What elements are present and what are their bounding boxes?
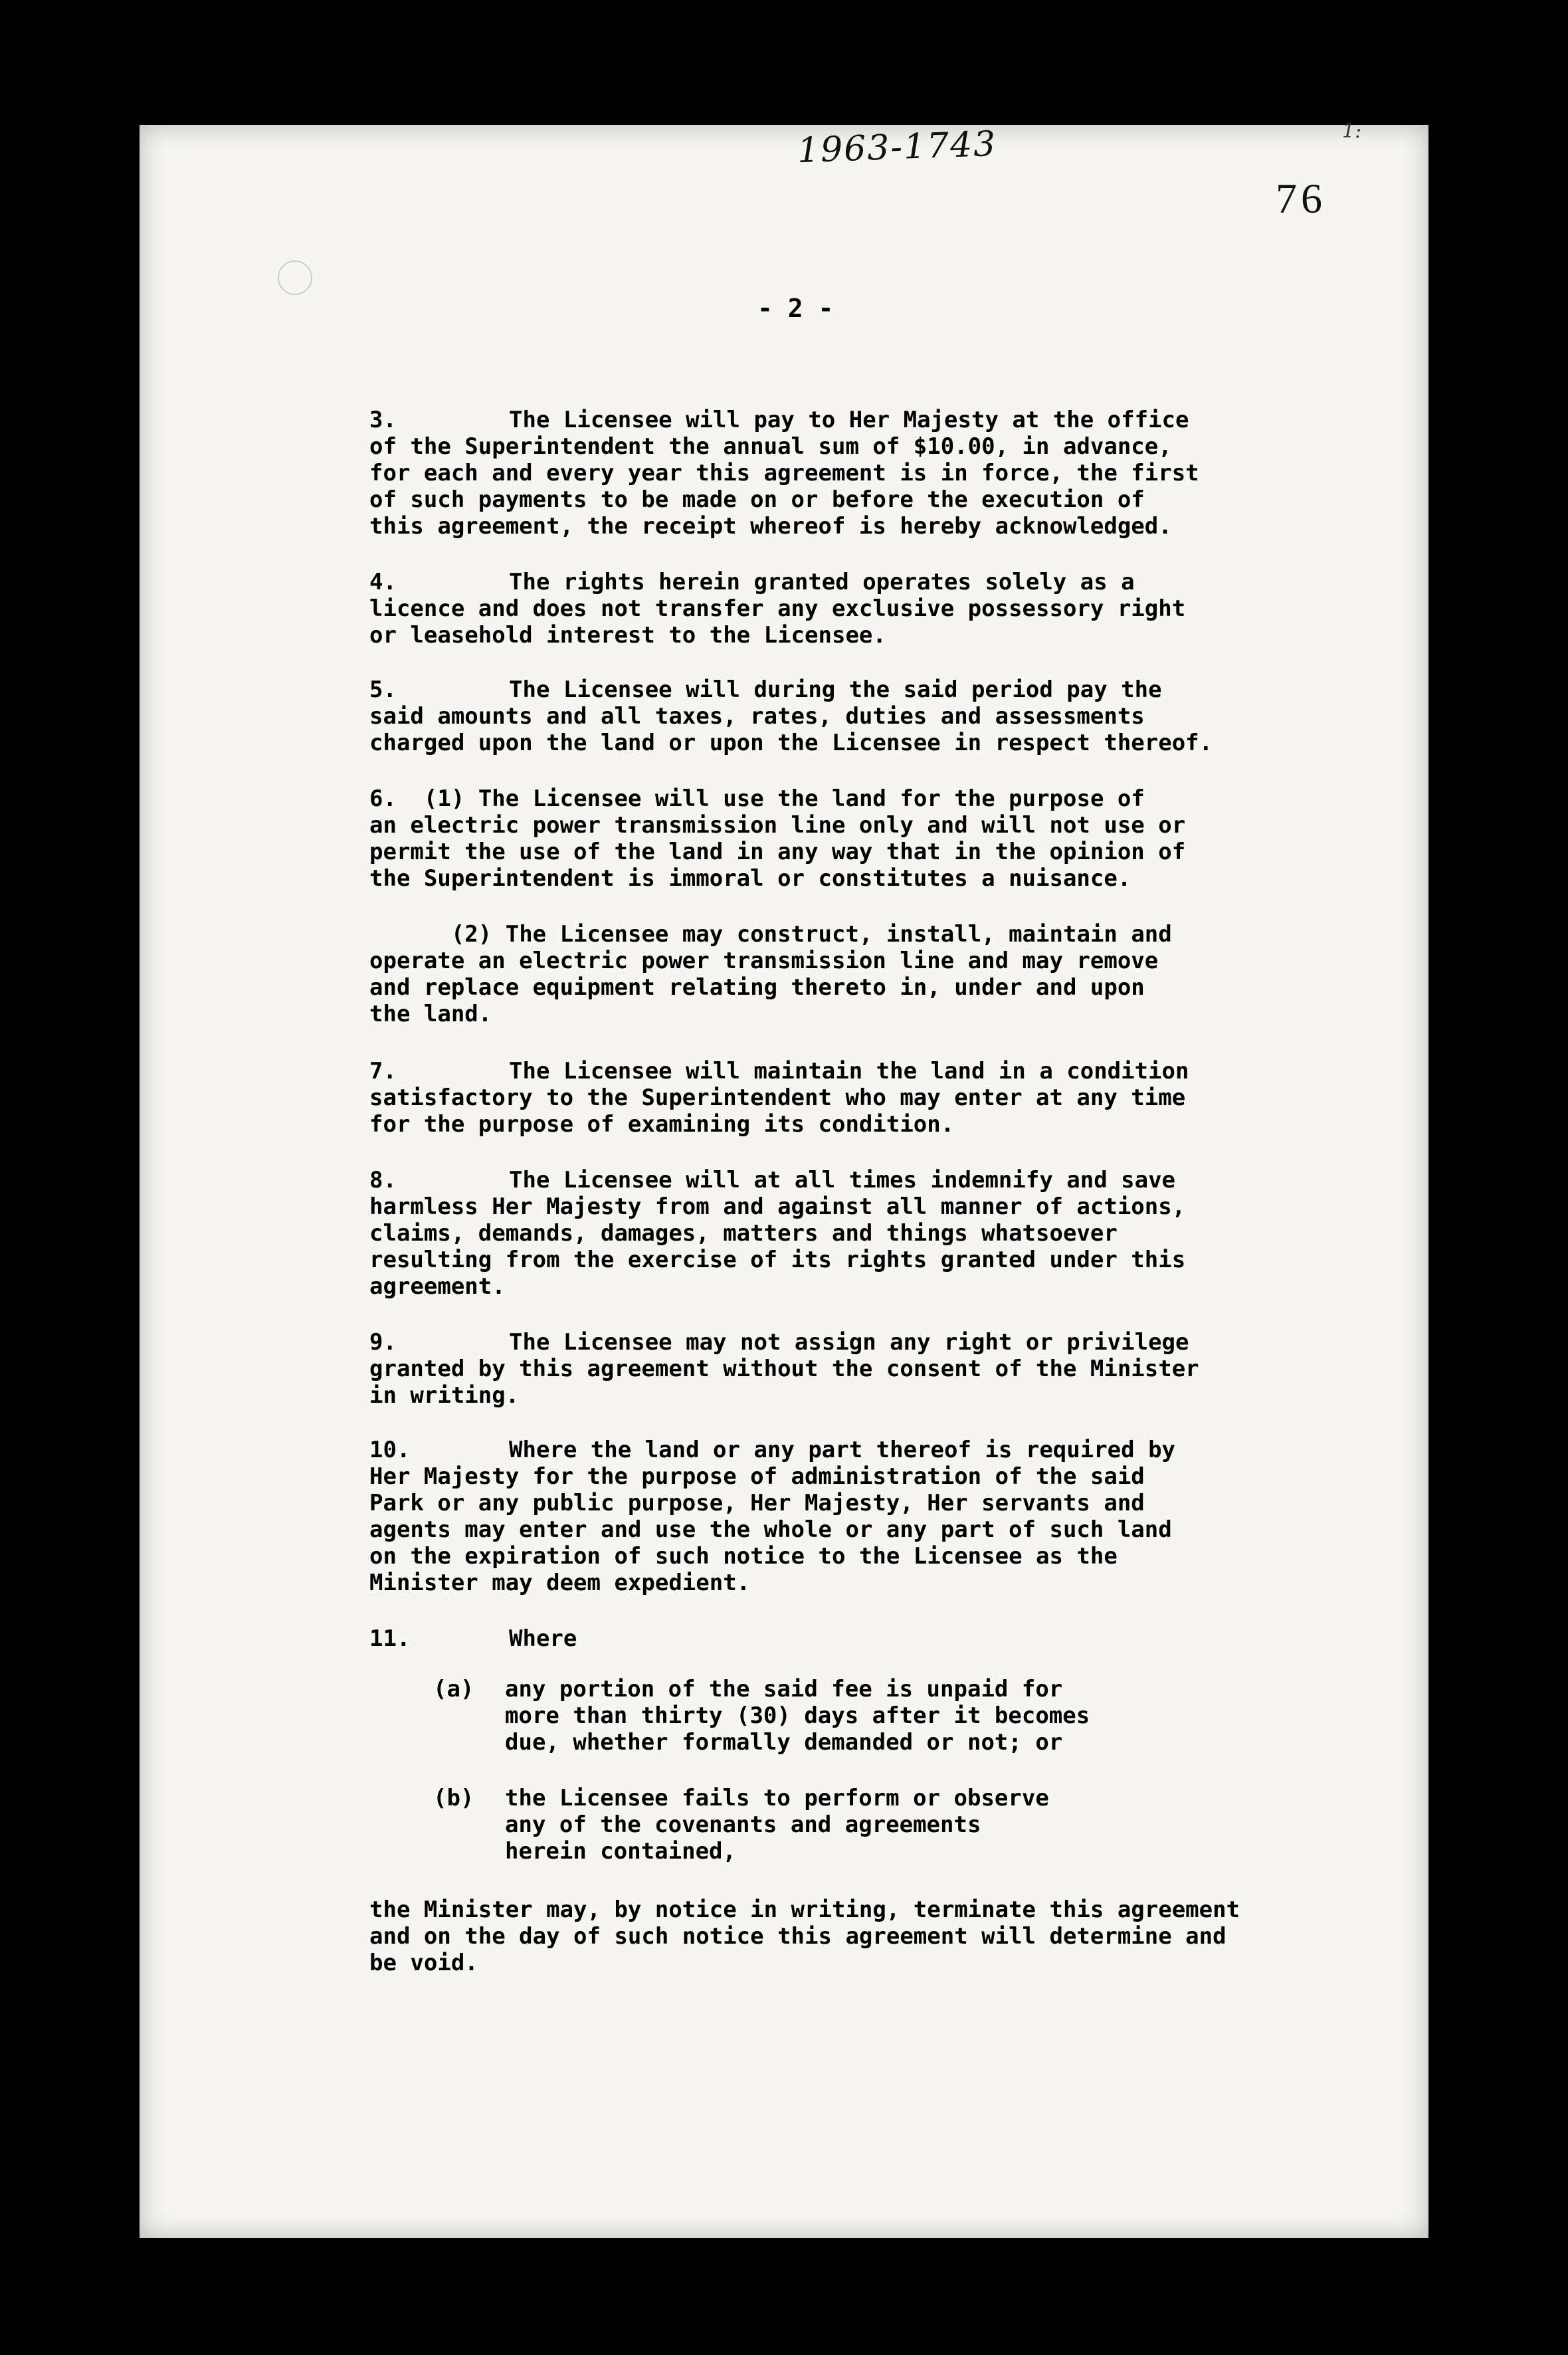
- clause-line: Where: [509, 1625, 577, 1652]
- clause-line: on the expiration of such notice to the Licensee as the: [369, 1543, 1118, 1570]
- clause-line: agents may enter and use the whole or any part of such land: [369, 1516, 1172, 1543]
- clause-9: [369, 1329, 1293, 1409]
- clause-line: any portion of the said fee is unpaid for: [505, 1676, 1063, 1702]
- clause-line: the Licensee fails to perform or observe: [505, 1785, 1049, 1811]
- clause-line: of the Superintendent the annual sum of $10.00, in advance,: [369, 433, 1172, 460]
- clause-line: due, whether formally demanded or not; or: [505, 1729, 1063, 1756]
- clause-line: The Licensee will at all times indemnify and save: [509, 1167, 1176, 1193]
- clause-line: operate an electric power transmission line and may remove: [369, 948, 1159, 974]
- clause-line: and replace equipment relating thereto in, under and upon: [369, 974, 1145, 1001]
- clause-line: charged upon the land or upon the Licensee in respect thereof.: [369, 730, 1213, 756]
- clause-line: permit the use of the land in any way that in the opinion of: [369, 839, 1186, 865]
- subclause-number: (2): [450, 921, 492, 948]
- clause-line: The rights herein granted operates solely as a: [509, 569, 1135, 595]
- clause-line: this agreement, the receipt whereof is hereby acknowledged.: [369, 513, 1172, 540]
- clause-line: an electric power transmission line only and will not use or: [369, 812, 1186, 839]
- corner-mark: 1:: [1342, 120, 1362, 143]
- clause-number: 9.: [369, 1329, 397, 1356]
- clause-line: of such payments to be made on or before the execution of: [369, 486, 1145, 513]
- clause-5: [369, 676, 1293, 756]
- page-number: - 2 -: [757, 294, 834, 323]
- clause-7: [369, 1058, 1293, 1138]
- clause-number: 8.: [369, 1167, 397, 1193]
- clause-line: The Licensee will pay to Her Majesty at the office: [509, 407, 1189, 433]
- clause-8: [369, 1167, 1293, 1300]
- clause-11: [369, 1625, 1293, 1652]
- clause-line: granted by this agreement without the consent of the Minister: [369, 1356, 1199, 1382]
- clause-line: harmless Her Majesty from and against all manner of actions,: [369, 1193, 1186, 1220]
- clause-number: 4.: [369, 569, 397, 595]
- subclause-number: (1): [423, 785, 465, 812]
- clause-line: Her Majesty for the purpose of administration of the said: [369, 1463, 1145, 1490]
- clause-line: in writing.: [369, 1382, 520, 1409]
- clause-line: satisfactory to the Superintendent who may enter at any time: [369, 1084, 1186, 1111]
- clause-line: be void.: [369, 1950, 478, 1976]
- clause-line: Where the land or any part thereof is required by: [509, 1437, 1176, 1463]
- clause-4: [369, 569, 1293, 649]
- clause-number: 6.: [369, 785, 397, 812]
- clause-line: Park or any public purpose, Her Majesty, Her servants and: [369, 1490, 1145, 1516]
- clause-line: licence and does not transfer any exclusive possessory right: [369, 595, 1186, 622]
- clause-number: 3.: [369, 407, 397, 433]
- stamped-folio-number: 76: [1276, 175, 1326, 222]
- clause-number: 7.: [369, 1058, 397, 1084]
- subclause-label-a: (a): [433, 1676, 474, 1702]
- clause-line: resulting from the exercise of its rights granted under this: [369, 1247, 1186, 1273]
- clause-line: or leasehold interest to the Licensee.: [369, 622, 886, 649]
- clause-line: the Superintendent is immoral or constitutes a nuisance.: [369, 865, 1131, 892]
- clause-6-2: [369, 921, 1293, 1027]
- hole-punch-mark: [278, 260, 312, 295]
- subclause-a: [505, 1676, 1236, 1756]
- clause-number: 11.: [369, 1625, 411, 1652]
- subclause-b: [505, 1785, 1236, 1865]
- clause-line: the land.: [369, 1001, 492, 1027]
- clause-line: more than thirty (30) days after it becomes: [505, 1702, 1090, 1729]
- clause-line: claims, demands, damages, matters and things whatsoever: [369, 1220, 1118, 1247]
- clause-line: The Licensee will during the said period pay the: [509, 676, 1162, 703]
- clause-line: The Licensee will use the land for the purpose of: [478, 785, 1145, 812]
- clause-line: the Minister may, by notice in writing, terminate this agreement: [369, 1896, 1240, 1923]
- clause-line: The Licensee may construct, install, maintain and: [505, 921, 1172, 948]
- clause-line: said amounts and all taxes, rates, duties and assessments: [369, 703, 1145, 730]
- clause-line: any of the covenants and agreements: [505, 1811, 981, 1838]
- clause-line: The Licensee will maintain the land in a condition: [509, 1058, 1189, 1084]
- clause-line: herein contained,: [505, 1838, 736, 1865]
- clause-6-1: [369, 785, 1293, 892]
- clause-number: 10.: [369, 1437, 411, 1463]
- clause-3: [369, 407, 1293, 540]
- handwritten-reference: 1963-1743: [797, 124, 998, 171]
- clause-line: The Licensee may not assign any right or privilege: [509, 1329, 1189, 1356]
- clause-10: [369, 1437, 1293, 1596]
- clause-line: Minister may deem expedient.: [369, 1570, 751, 1596]
- clause-line: for the purpose of examining its condition.: [369, 1111, 955, 1138]
- subclause-label-b: (b): [433, 1785, 474, 1811]
- clause-number: 5.: [369, 676, 397, 703]
- clause-line: agreement.: [369, 1273, 506, 1300]
- closing-clause: [369, 1896, 1293, 1976]
- clause-line: and on the day of such notice this agreement will determine and: [369, 1923, 1226, 1950]
- clause-line: for each and every year this agreement is in force, the first: [369, 460, 1199, 486]
